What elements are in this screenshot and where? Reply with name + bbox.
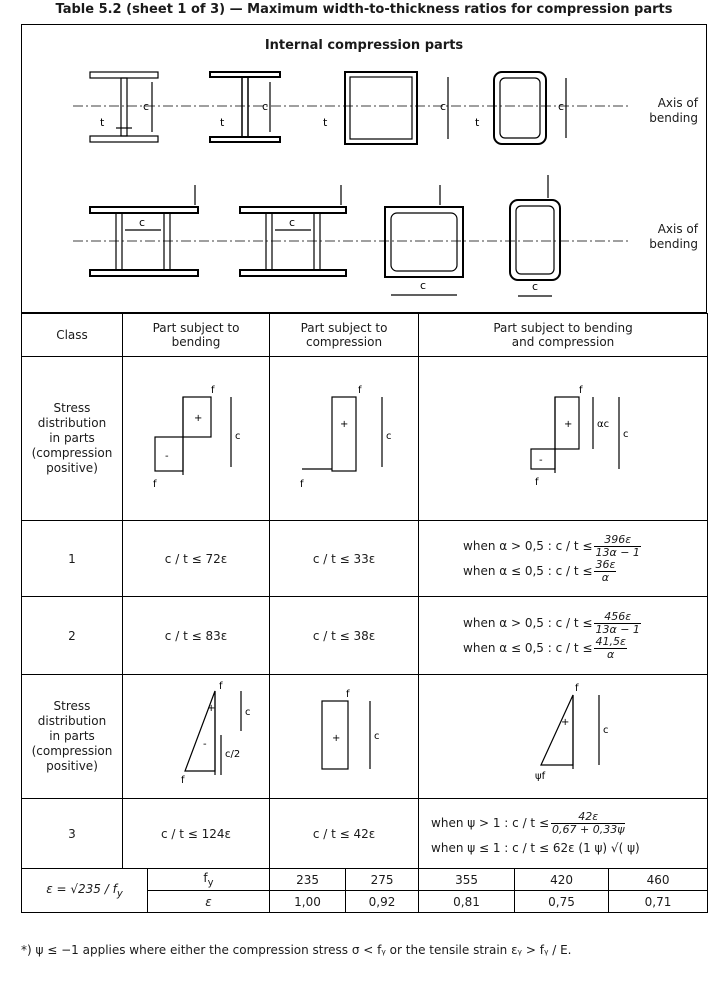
dim-c-label-8: c: [532, 280, 539, 293]
eps-100: 1,00: [270, 891, 346, 913]
header-class: Class: [22, 314, 123, 357]
bending-stress-diagram-2: [123, 675, 269, 795]
svg-text:+: +: [340, 419, 349, 430]
header-row: [22, 314, 708, 357]
double-web-section-2: [240, 185, 346, 276]
svg-text:c: c: [386, 431, 392, 442]
svg-text:c: c: [245, 707, 251, 718]
fy-row: [22, 869, 708, 891]
svg-text:c: c: [374, 731, 380, 742]
class-2-bending: c / t ≤ 83ε: [123, 597, 270, 675]
dim-c-label-2: c: [262, 100, 269, 113]
header-compression: Part subject to compression: [270, 314, 419, 357]
class-row-3: [22, 799, 708, 869]
svg-text:+: +: [332, 733, 341, 744]
i-section-welded: [210, 72, 280, 142]
fy-420: 420: [515, 869, 609, 891]
svg-text:-: -: [203, 739, 207, 750]
box-section: [345, 72, 448, 144]
svg-text:f: f: [575, 683, 579, 694]
svg-text:αc: αc: [597, 419, 610, 430]
class-2-bend-comp: when α > 0,5 : c / t ≤ $\frac{456\varepsilon}{13\alpha - 1}$ when α ≤ 0,5 : c / t ≤ $\frac{41,5\varepsilon}{\alpha}$: [419, 597, 708, 675]
class-3-bending: c / t ≤ 124ε: [123, 799, 270, 869]
svg-text:+: +: [564, 419, 573, 430]
cross-section-figures: [0, 0, 728, 320]
dim-c-label-3: c: [440, 100, 447, 113]
svg-text:f: f: [219, 681, 223, 692]
header-bending: Part subject to bending: [123, 314, 270, 357]
svg-text:f: f: [300, 479, 304, 490]
svg-text:f: f: [181, 775, 185, 786]
stress-fig-compression-1: [270, 357, 419, 521]
dim-c-label-6: c: [289, 216, 296, 229]
stress-fig-bend-comp-2: [419, 675, 708, 799]
stress-label-2: Stress distribution in parts (compression positive): [22, 675, 123, 799]
class-3-compression: c / t ≤ 42ε: [270, 799, 419, 869]
class-3: 3: [22, 799, 123, 869]
header-bending-compression: Part subject to bending and compression: [419, 314, 708, 357]
svg-text:-: -: [165, 451, 169, 462]
class-row-1: [22, 521, 708, 597]
class-1: 1: [22, 521, 123, 597]
epsilon-definition: $\varepsilon = √235 / f_y$: [22, 869, 148, 913]
svg-text:c: c: [235, 431, 241, 442]
svg-text:c/2: c/2: [225, 749, 241, 760]
ratio-table: [21, 313, 708, 913]
dim-t-label-2: t: [220, 116, 225, 129]
fy-235: 235: [270, 869, 346, 891]
bending-stress-diagram-1: [123, 357, 269, 517]
svg-text:f: f: [535, 477, 539, 488]
class-row-2: [22, 597, 708, 675]
svg-text:f: f: [346, 689, 350, 700]
hollow-section-2: [510, 175, 560, 296]
stress-fig-bending-1: [123, 357, 270, 521]
svg-text:f: f: [358, 385, 362, 396]
stress-row-1: [22, 357, 708, 521]
eps-092: 0,92: [346, 891, 419, 913]
compression-stress-diagram-1: [270, 357, 418, 517]
stress-fig-bend-comp-1: [419, 357, 708, 521]
dim-t-label-3: t: [323, 116, 328, 129]
eps-071: 0,71: [609, 891, 708, 913]
class-1-bend-comp: when α > 0,5 : c / t ≤ $\frac{396\varepsilon}{13\alpha - 1}$ when α ≤ 0,5 : c / t ≤ $\frac{36\varepsilon}{\alpha}$: [419, 521, 708, 597]
class-2-compression: c / t ≤ 38ε: [270, 597, 419, 675]
svg-text:f: f: [211, 385, 215, 396]
svg-text:ψf: ψf: [535, 771, 546, 782]
table-title: Table 5.2 (sheet 1 of 3) — Maximum width-to-thickness ratios for compression parts: [55, 2, 673, 17]
stress-fig-compression-2: [270, 675, 419, 799]
svg-text:-: -: [539, 455, 543, 466]
stress-label-1: Stress distribution in parts (compression positive): [22, 357, 123, 521]
dim-c-label-4: c: [558, 100, 565, 113]
svg-text:+: +: [561, 717, 570, 728]
svg-text:c: c: [623, 429, 629, 440]
dim-c-label-5: c: [139, 216, 146, 229]
axis-of-bending-label-2: Axis of bending: [649, 222, 698, 251]
double-web-section-1: [90, 185, 198, 276]
svg-text:c: c: [603, 725, 609, 736]
class-1-compression: c / t ≤ 33ε: [270, 521, 419, 597]
class-1-bending: c / t ≤ 72ε: [123, 521, 270, 597]
bend-comp-stress-diagram-1: [423, 357, 703, 517]
fy-275: 275: [346, 869, 419, 891]
svg-text:f: f: [579, 385, 583, 396]
svg-text:f: f: [153, 479, 157, 490]
hollow-section: [494, 72, 566, 144]
footnote: *) ψ ≤ −1 applies where either the compression stress σ < fᵧ or the tensile strain εᵧ > fᵧ / E.: [21, 943, 572, 957]
bend-comp-stress-diagram-2: [423, 675, 703, 795]
fy-355: 355: [419, 869, 515, 891]
dim-t-label-1: t: [100, 116, 105, 129]
stress-row-2: [22, 675, 708, 799]
section-heading: Internal compression parts: [264, 38, 464, 53]
eps-075: 0,75: [515, 891, 609, 913]
dim-c-label-1: c: [143, 100, 150, 113]
dim-c-label-7: c: [420, 279, 427, 292]
compression-stress-diagram-2: [270, 675, 418, 795]
class-2: 2: [22, 597, 123, 675]
fy-460: 460: [609, 869, 708, 891]
fy-label: $f_y$: [148, 869, 270, 891]
class-3-bend-comp: when ψ > 1 : c / t ≤ $\frac{42\varepsilon}{0,67 + 0,33\psi}$ when ψ ≤ 1 : c / t ≤ 62ε (1 ψ) √( ψ): [419, 799, 708, 869]
dim-t-label-4: t: [475, 116, 480, 129]
epsilon-label: ε: [148, 891, 270, 913]
svg-text:+: +: [194, 413, 203, 424]
eps-081: 0,81: [419, 891, 515, 913]
stress-fig-bending-2: [123, 675, 270, 799]
svg-text:+: +: [207, 703, 216, 714]
axis-of-bending-label-1: Axis of bending: [649, 96, 698, 125]
